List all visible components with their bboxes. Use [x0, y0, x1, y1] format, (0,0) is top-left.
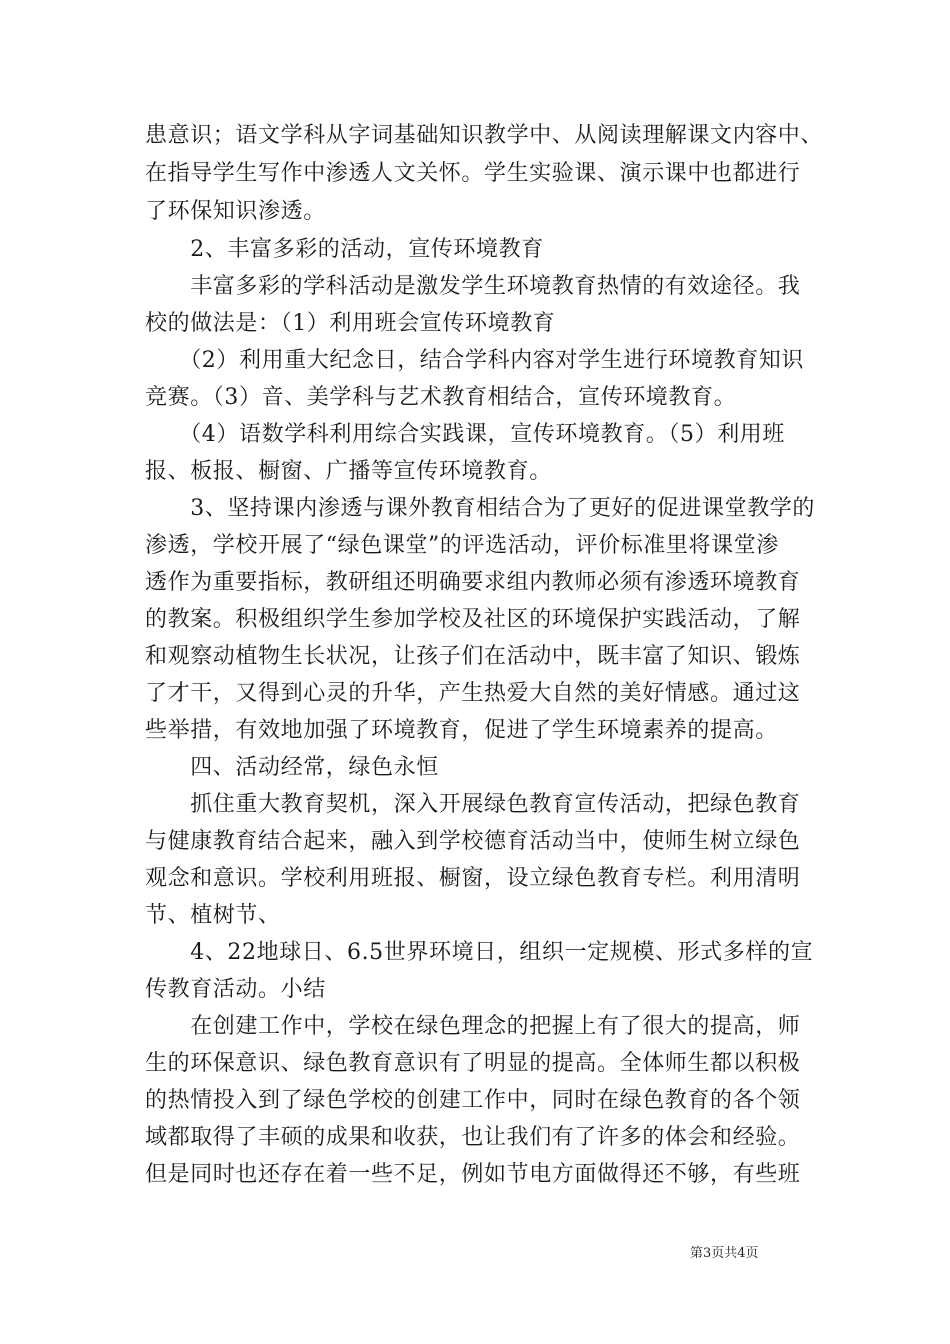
section-heading: 四、活动经常，绿色永恒 [145, 755, 439, 780]
body-text-line: （2）利用重大纪念日，结合学科内容对学生进行环境教育知识 [145, 348, 804, 373]
page-number-footer: 第3页共4页 [690, 1246, 759, 1261]
body-text-line: 生的环保意识、绿色教育意识有了明显的提高。全体师生都以积极 [145, 1051, 801, 1076]
body-text-line: 在指导学生写作中渗透人文关怀。学生实验课、演示课中也都进行 [145, 161, 801, 186]
body-text-line: 抓住重大教育契机，深入开展绿色教育宣传活动，把绿色教育 [145, 792, 801, 817]
body-text-line: 节、植树节、 [145, 903, 281, 928]
body-text-line: 和观察动植物生长状况，让孩子们在活动中，既丰富了知识、锻炼 [145, 644, 801, 669]
body-text-line: 了才干，又得到心灵的升华，产生热爱大自然的美好情感。通过这 [145, 681, 801, 706]
body-text-line: 的教案。积极组织学生参加学校及社区的环境保护实践活动，了解 [145, 607, 801, 632]
body-text-line: 域都取得了丰硕的成果和收获，也让我们有了许多的体会和经验。 [145, 1125, 801, 1150]
body-text-line: 传教育活动。小结 [145, 977, 326, 1002]
body-text-line: 校的做法是：（1）利用班会宣传环境教育 [145, 311, 556, 336]
body-text-line: 竞赛。（3）音、美学科与艺术教育相结合，宣传环境教育。 [145, 385, 737, 410]
body-text-line: 透作为重要指标，教研组还明确要求组内教师必须有渗透环境教育 [145, 570, 801, 595]
body-text-line: 渗透，学校开展了“绿色课堂”的评选活动，评价标准里将课堂渗 [145, 533, 779, 558]
body-text-line: 的热情投入到了绿色学校的创建工作中，同时在绿色教育的各个领 [145, 1088, 801, 1113]
body-text-line: （4）语数学科利用综合实践课，宣传环境教育。（5）利用班 [145, 422, 785, 447]
body-text-line: 与健康教育结合起来，融入到学校德育活动当中，使师生树立绿色 [145, 829, 801, 854]
section-heading: 2、丰富多彩的活动，宣传环境教育 [145, 237, 544, 262]
body-text-line: 报、板报、橱窗、广播等宣传环境教育。 [145, 459, 552, 484]
body-text-line: 了环保知识渗透。 [145, 199, 326, 224]
body-text-line: 丰富多彩的学科活动是激发学生环境教育热情的有效途径。我 [145, 274, 801, 299]
body-text-line: 4、22地球日、6.5世界环境日，组织一定规模、形式多样的宣 [145, 940, 814, 965]
body-text-line: 但是同时也还存在着一些不足，例如节电方面做得还不够，有些班 [145, 1162, 801, 1187]
body-text-line: 些举措，有效地加强了环境教育，促进了学生环境素养的提高。 [145, 718, 778, 743]
body-text-line: 观念和意识。学校利用班报、橱窗，设立绿色教育专栏。利用清明 [145, 866, 801, 891]
body-text-line: 在创建工作中，学校在绿色理念的把握上有了很大的提高，师 [145, 1014, 801, 1039]
section-heading: 3、坚持课内渗透与课外教育相结合为了更好的促进课堂教学的 [145, 496, 815, 521]
body-text-line: 患意识；语文学科从字词基础知识教学中、从阅读理解课文内容中、 [145, 123, 824, 148]
